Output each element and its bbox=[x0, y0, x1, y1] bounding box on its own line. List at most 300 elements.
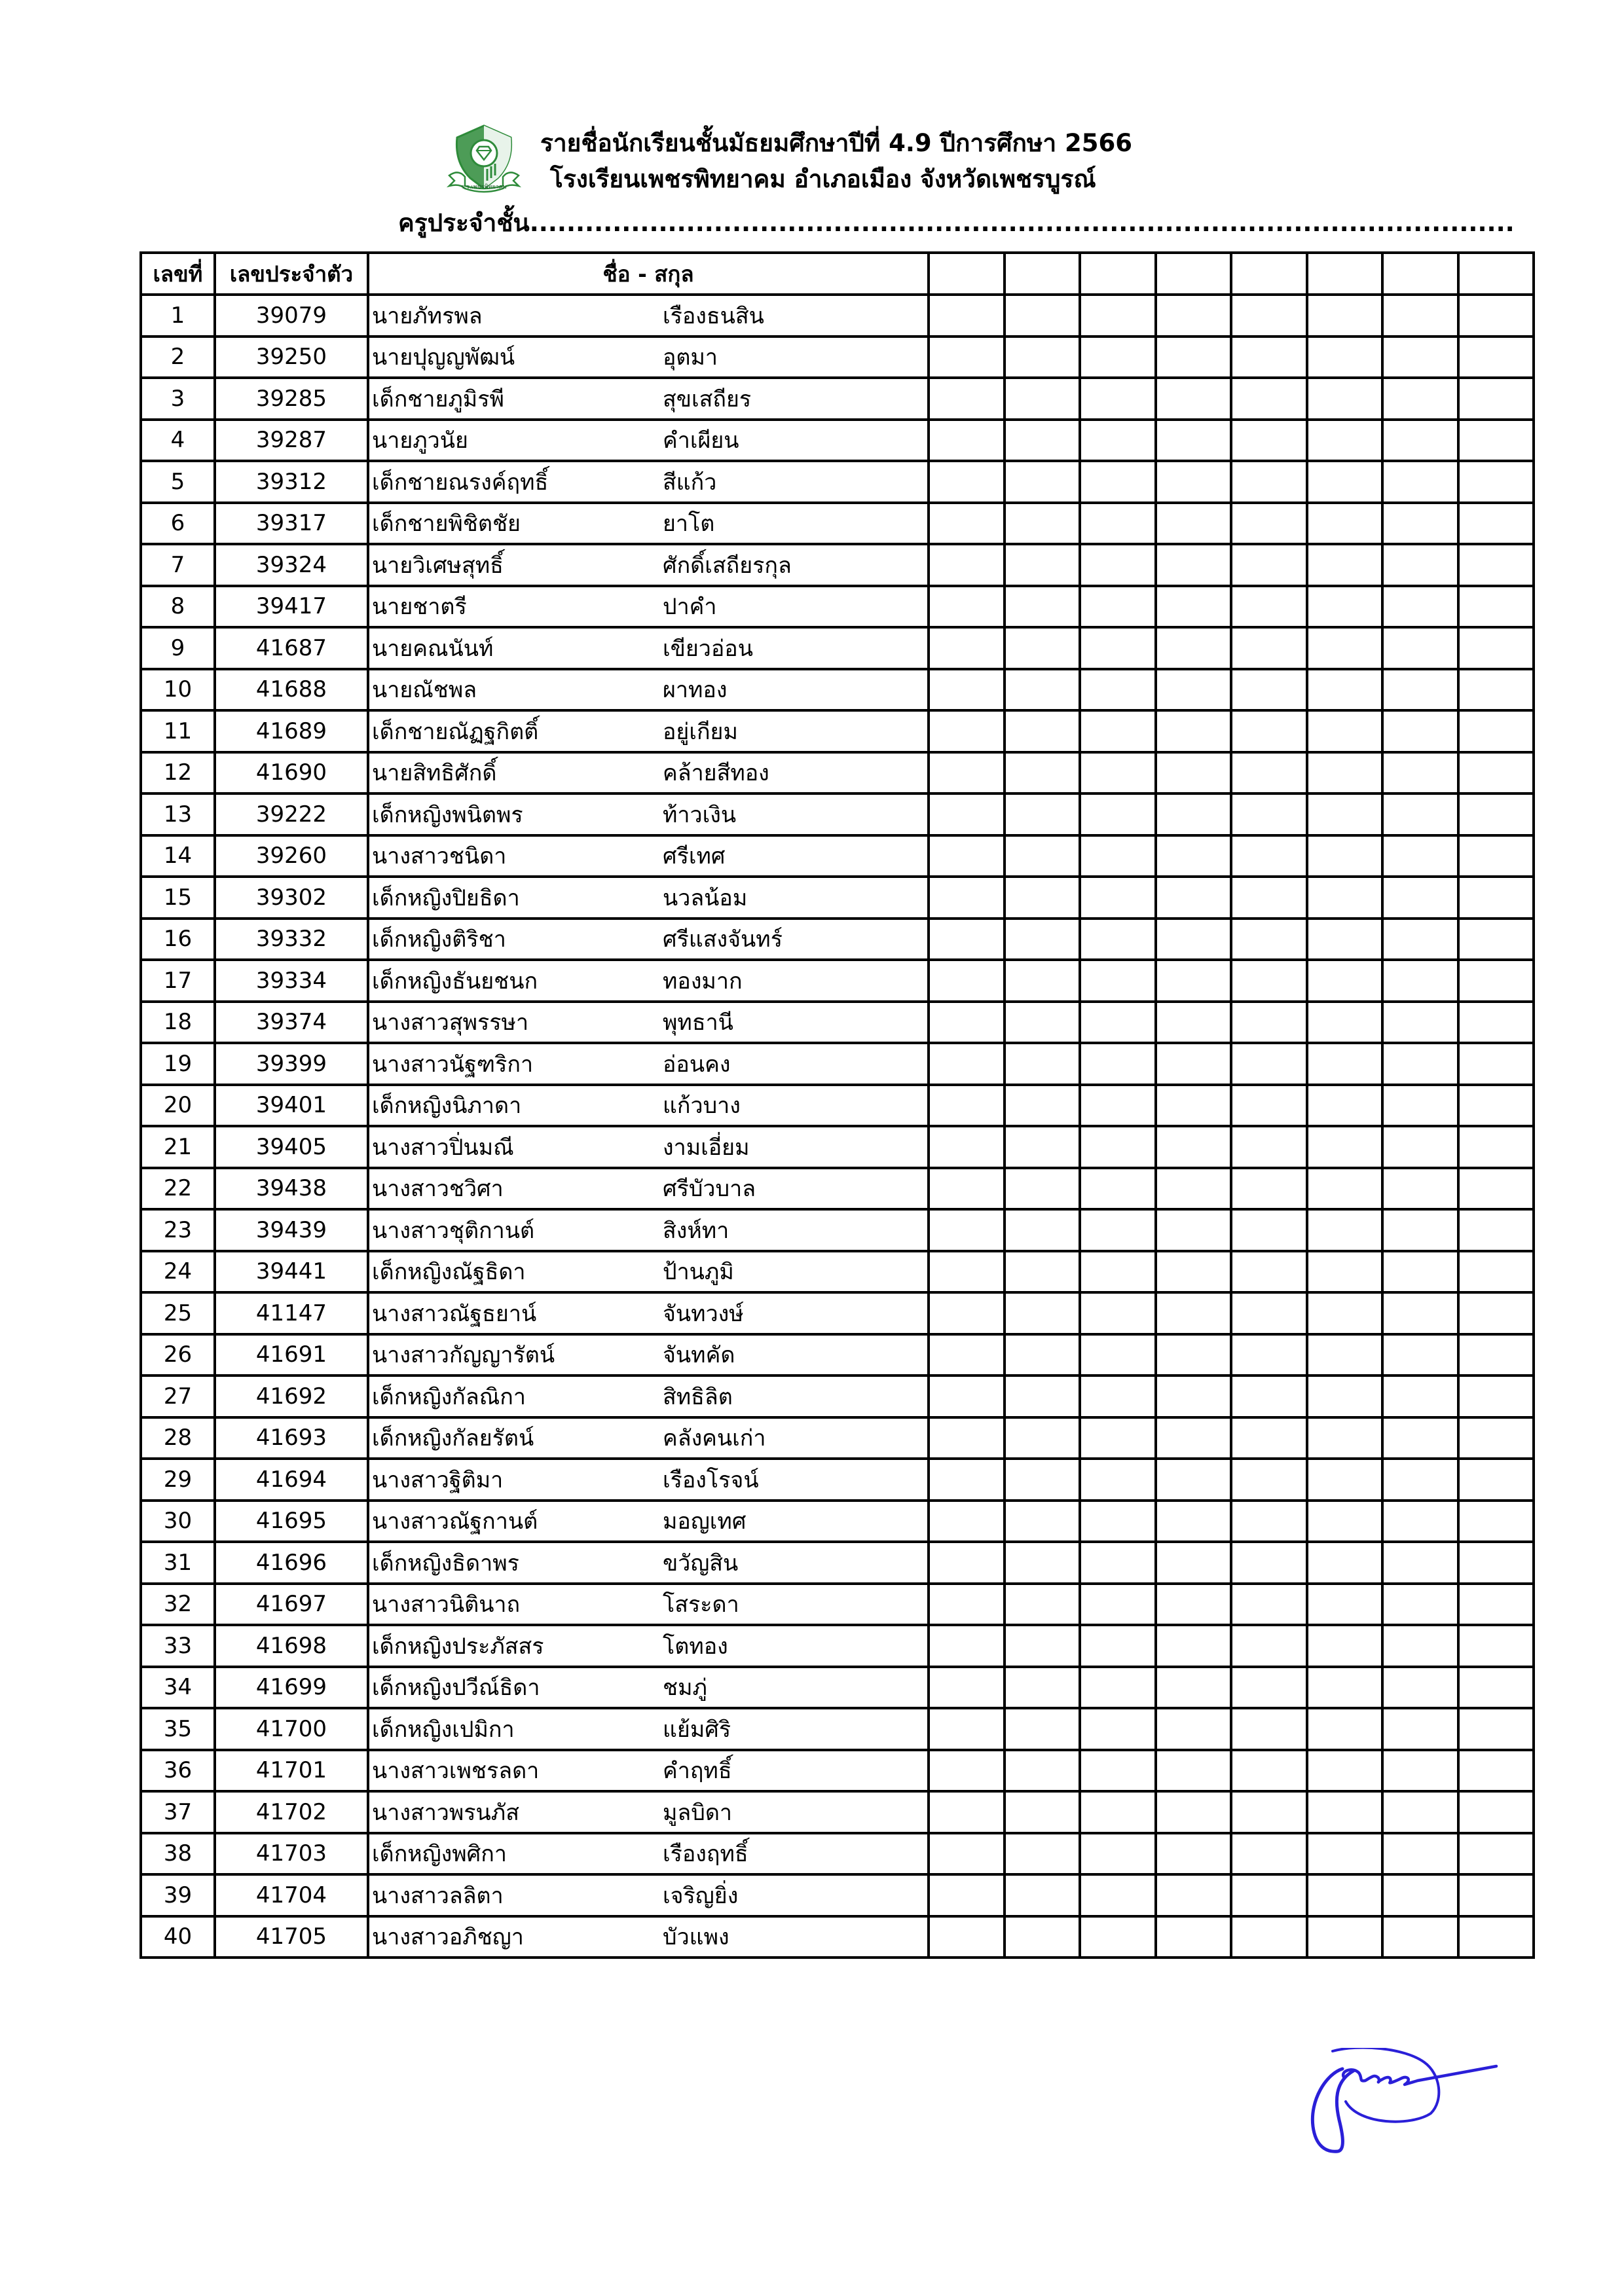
student-surname: สุขเสถียร bbox=[663, 386, 752, 412]
blank-check-cell bbox=[929, 378, 1005, 420]
blank-check-cell bbox=[1307, 1542, 1383, 1584]
row-number: 6 bbox=[141, 503, 215, 545]
blank-check-cell bbox=[1307, 1292, 1383, 1334]
student-given-name: นางสาวนิตินาถ bbox=[372, 1592, 521, 1618]
blank-check-cell bbox=[929, 1791, 1005, 1833]
student-given-name: นายปุญญพัฒน์ bbox=[372, 344, 515, 371]
blank-check-cell bbox=[1307, 1209, 1383, 1251]
blank-check-cell bbox=[1458, 919, 1534, 960]
blank-check-cell bbox=[1382, 1667, 1458, 1709]
blank-check-cell bbox=[1080, 793, 1156, 835]
student-id: 41692 bbox=[215, 1376, 368, 1417]
blank-check-cell bbox=[1156, 752, 1232, 794]
student-id: 39312 bbox=[215, 461, 368, 503]
blank-check-cell bbox=[1231, 586, 1307, 628]
row-number: 7 bbox=[141, 544, 215, 586]
blank-check-cell bbox=[1458, 1791, 1534, 1833]
blank-check-cell bbox=[1458, 1916, 1534, 1958]
blank-check-cell bbox=[1458, 669, 1534, 711]
blank-check-cell bbox=[929, 1874, 1005, 1916]
blank-check-cell bbox=[1382, 420, 1458, 462]
blank-check-cell bbox=[1307, 669, 1383, 711]
student-surname: สีแก้ว bbox=[663, 469, 717, 496]
table-row bbox=[141, 1501, 1534, 1542]
table-row bbox=[141, 461, 1534, 503]
student-given-name: นายสิทธิศักดิ์ bbox=[372, 760, 497, 787]
blank-check-cell bbox=[1382, 337, 1458, 378]
student-name-cell bbox=[368, 544, 929, 586]
blank-check-cell bbox=[929, 1667, 1005, 1709]
student-surname: พุทธานี bbox=[663, 1010, 733, 1036]
row-number: 25 bbox=[141, 1292, 215, 1334]
blank-check-cell bbox=[1458, 1168, 1534, 1210]
blank-check-cell bbox=[1231, 1501, 1307, 1542]
blank-check-cell bbox=[929, 1085, 1005, 1127]
student-id: 41698 bbox=[215, 1625, 368, 1667]
blank-check-cell bbox=[929, 420, 1005, 462]
student-name-cell bbox=[368, 1251, 929, 1293]
blank-check-cell bbox=[929, 1292, 1005, 1334]
row-number: 19 bbox=[141, 1043, 215, 1085]
blank-check-cell bbox=[1382, 793, 1458, 835]
blank-check-cell bbox=[1156, 1376, 1232, 1417]
student-surname: ศรีแสงจันทร์ bbox=[663, 926, 783, 953]
student-surname: โสระดา bbox=[663, 1592, 739, 1618]
blank-check-cell bbox=[929, 1126, 1005, 1168]
blank-check-cell bbox=[929, 1043, 1005, 1085]
student-given-name: นางสาวปิ่นมณี bbox=[372, 1134, 514, 1161]
blank-check-cell bbox=[1156, 1334, 1232, 1376]
student-surname: ท้าวเงิน bbox=[663, 801, 737, 828]
student-id: 39399 bbox=[215, 1043, 368, 1085]
student-given-name: นายคณนันท์ bbox=[372, 635, 494, 662]
table-row bbox=[141, 1459, 1534, 1501]
blank-check-cell bbox=[1080, 1916, 1156, 1958]
blank-check-cell bbox=[929, 627, 1005, 669]
blank-check-cell bbox=[1307, 586, 1383, 628]
student-name-cell bbox=[368, 1002, 929, 1044]
student-given-name: นางสาวลลิตา bbox=[372, 1882, 504, 1909]
student-name-cell bbox=[368, 1334, 929, 1376]
homeroom-teacher-blank: ........................................................................................................... bbox=[529, 209, 1515, 237]
blank-check-cell bbox=[1156, 1584, 1232, 1626]
blank-check-cell bbox=[1458, 1043, 1534, 1085]
blank-check-cell bbox=[1307, 1126, 1383, 1168]
student-id: 39324 bbox=[215, 544, 368, 586]
column-header-blank bbox=[1382, 253, 1458, 295]
blank-check-cell bbox=[1231, 1417, 1307, 1459]
blank-check-cell bbox=[1080, 877, 1156, 919]
blank-check-cell bbox=[1458, 586, 1534, 628]
row-number: 36 bbox=[141, 1750, 215, 1792]
student-surname: ป้านภูมิ bbox=[663, 1259, 734, 1286]
blank-check-cell bbox=[1307, 461, 1383, 503]
blank-check-cell bbox=[1080, 1459, 1156, 1501]
blank-check-cell bbox=[1307, 877, 1383, 919]
blank-check-cell bbox=[1156, 1501, 1232, 1542]
student-name-cell bbox=[368, 1085, 929, 1127]
row-number: 27 bbox=[141, 1376, 215, 1417]
table-row bbox=[141, 1126, 1534, 1168]
row-number: 22 bbox=[141, 1168, 215, 1210]
table-header-row bbox=[141, 253, 1534, 295]
blank-check-cell bbox=[1307, 1168, 1383, 1210]
row-number: 35 bbox=[141, 1708, 215, 1750]
student-surname: แก้วบาง bbox=[663, 1093, 741, 1120]
blank-check-cell bbox=[1156, 793, 1232, 835]
student-surname: เจริญยิ่ง bbox=[663, 1882, 739, 1909]
blank-check-cell bbox=[1307, 337, 1383, 378]
student-surname: ชมภู่ bbox=[663, 1675, 707, 1702]
student-surname: อุตมา bbox=[663, 344, 718, 371]
blank-check-cell bbox=[1382, 835, 1458, 877]
blank-check-cell bbox=[1156, 1043, 1232, 1085]
blank-check-cell bbox=[1080, 1750, 1156, 1792]
table-row bbox=[141, 1542, 1534, 1584]
table-row bbox=[141, 503, 1534, 545]
blank-check-cell bbox=[1080, 627, 1156, 669]
student-given-name: เด็กหญิงติริชา bbox=[372, 926, 506, 953]
student-given-name: นางสาวเพชรลดา bbox=[372, 1758, 540, 1785]
blank-check-cell bbox=[1382, 1292, 1458, 1334]
row-number: 40 bbox=[141, 1916, 215, 1958]
student-given-name: เด็กชายณรงค์ฤทธิ์ bbox=[372, 469, 549, 496]
blank-check-cell bbox=[1156, 1542, 1232, 1584]
blank-check-cell bbox=[1231, 960, 1307, 1002]
blank-check-cell bbox=[1231, 1542, 1307, 1584]
student-surname: บัวแพง bbox=[663, 1924, 729, 1951]
blank-check-cell bbox=[1005, 669, 1080, 711]
column-header-blank bbox=[1005, 253, 1080, 295]
document-title: รายชื่อนักเรียนชั้นมัธยมศึกษาปีที่ 4.9 ปีการศึกษา 2566 bbox=[540, 129, 1132, 157]
row-number: 2 bbox=[141, 337, 215, 378]
table-row bbox=[141, 1334, 1534, 1376]
blank-check-cell bbox=[1005, 1750, 1080, 1792]
table-row bbox=[141, 544, 1534, 586]
blank-check-cell bbox=[1005, 420, 1080, 462]
row-number: 23 bbox=[141, 1209, 215, 1251]
blank-check-cell bbox=[1005, 1542, 1080, 1584]
school-crest-icon bbox=[445, 123, 523, 195]
student-id: 41705 bbox=[215, 1916, 368, 1958]
blank-check-cell bbox=[929, 752, 1005, 794]
column-header-number: เลขที่ bbox=[141, 253, 215, 295]
student-name-cell bbox=[368, 1292, 929, 1334]
blank-check-cell bbox=[929, 295, 1005, 337]
blank-check-cell bbox=[1231, 1708, 1307, 1750]
blank-check-cell bbox=[1307, 835, 1383, 877]
blank-check-cell bbox=[1156, 1251, 1232, 1293]
blank-check-cell bbox=[1307, 1791, 1383, 1833]
row-number: 34 bbox=[141, 1667, 215, 1709]
blank-check-cell bbox=[1005, 960, 1080, 1002]
blank-check-cell bbox=[1080, 1667, 1156, 1709]
blank-check-cell bbox=[1382, 752, 1458, 794]
blank-check-cell bbox=[1458, 461, 1534, 503]
blank-check-cell bbox=[1156, 295, 1232, 337]
blank-check-cell bbox=[1231, 544, 1307, 586]
blank-check-cell bbox=[1005, 586, 1080, 628]
blank-check-cell bbox=[1005, 835, 1080, 877]
blank-check-cell bbox=[1005, 1916, 1080, 1958]
blank-check-cell bbox=[1156, 919, 1232, 960]
student-surname: จันทคัด bbox=[663, 1342, 735, 1369]
blank-check-cell bbox=[1382, 1625, 1458, 1667]
blank-check-cell bbox=[1231, 378, 1307, 420]
blank-check-cell bbox=[1382, 1043, 1458, 1085]
student-surname: ขวัญสิน bbox=[663, 1550, 739, 1576]
blank-check-cell bbox=[1382, 1376, 1458, 1417]
row-number: 20 bbox=[141, 1085, 215, 1127]
student-given-name: นายณัชพล bbox=[372, 677, 477, 704]
student-surname: คำฤทธิ์ bbox=[663, 1758, 732, 1785]
student-name-cell bbox=[368, 1043, 929, 1085]
table-row bbox=[141, 295, 1534, 337]
student-name-cell bbox=[368, 1459, 929, 1501]
blank-check-cell bbox=[1382, 586, 1458, 628]
blank-check-cell bbox=[1005, 1417, 1080, 1459]
blank-check-cell bbox=[1156, 960, 1232, 1002]
student-surname: มูลบิดา bbox=[663, 1799, 733, 1826]
blank-check-cell bbox=[1382, 669, 1458, 711]
student-id: 39438 bbox=[215, 1168, 368, 1210]
blank-check-cell bbox=[1080, 503, 1156, 545]
blank-check-cell bbox=[1080, 1376, 1156, 1417]
blank-check-cell bbox=[1231, 1126, 1307, 1168]
student-name-cell bbox=[368, 378, 929, 420]
blank-check-cell bbox=[1382, 1501, 1458, 1542]
student-name-cell bbox=[368, 295, 929, 337]
blank-check-cell bbox=[1080, 1209, 1156, 1251]
blank-check-cell bbox=[1458, 793, 1534, 835]
student-id: 41688 bbox=[215, 669, 368, 711]
table-row bbox=[141, 835, 1534, 877]
table-row bbox=[141, 1791, 1534, 1833]
blank-check-cell bbox=[1080, 1126, 1156, 1168]
student-name-cell bbox=[368, 1667, 929, 1709]
blank-check-cell bbox=[1005, 1126, 1080, 1168]
student-name-cell bbox=[368, 710, 929, 752]
student-name-cell bbox=[368, 1417, 929, 1459]
blank-check-cell bbox=[1080, 669, 1156, 711]
blank-check-cell bbox=[1005, 1168, 1080, 1210]
row-number: 16 bbox=[141, 919, 215, 960]
blank-check-cell bbox=[1156, 503, 1232, 545]
row-number: 21 bbox=[141, 1126, 215, 1168]
blank-check-cell bbox=[1382, 960, 1458, 1002]
homeroom-teacher-line bbox=[398, 211, 1515, 235]
blank-check-cell bbox=[1458, 1584, 1534, 1626]
blank-check-cell bbox=[1231, 503, 1307, 545]
handwritten-signature-icon bbox=[1306, 2048, 1509, 2159]
column-header-blank bbox=[1080, 253, 1156, 295]
blank-check-cell bbox=[1005, 1002, 1080, 1044]
blank-check-cell bbox=[929, 1459, 1005, 1501]
table-row bbox=[141, 1043, 1534, 1085]
student-name-cell bbox=[368, 627, 929, 669]
student-given-name: เด็กหญิงเปมิกา bbox=[372, 1716, 515, 1743]
student-id: 39405 bbox=[215, 1126, 368, 1168]
student-name-cell bbox=[368, 1791, 929, 1833]
blank-check-cell bbox=[1458, 1459, 1534, 1501]
student-given-name: นายวิเศษสุทธิ์ bbox=[372, 552, 504, 579]
blank-check-cell bbox=[1156, 1085, 1232, 1127]
student-name-cell bbox=[368, 503, 929, 545]
column-header-blank bbox=[1307, 253, 1383, 295]
blank-check-cell bbox=[1382, 1874, 1458, 1916]
blank-check-cell bbox=[1231, 420, 1307, 462]
table-row bbox=[141, 1251, 1534, 1293]
blank-check-cell bbox=[1307, 627, 1383, 669]
blank-check-cell bbox=[1231, 1916, 1307, 1958]
table-row bbox=[141, 586, 1534, 628]
student-id: 39417 bbox=[215, 586, 368, 628]
student-given-name: นางสาวสุพรรษา bbox=[372, 1010, 529, 1036]
table-row bbox=[141, 1085, 1534, 1127]
table-row bbox=[141, 1916, 1534, 1958]
blank-check-cell bbox=[1307, 1833, 1383, 1875]
blank-check-cell bbox=[1080, 1874, 1156, 1916]
blank-check-cell bbox=[1458, 752, 1534, 794]
blank-check-cell bbox=[1156, 1168, 1232, 1210]
table-row bbox=[141, 1750, 1534, 1792]
table-row bbox=[141, 752, 1534, 794]
blank-check-cell bbox=[1231, 1376, 1307, 1417]
blank-check-cell bbox=[1080, 960, 1156, 1002]
row-number: 32 bbox=[141, 1584, 215, 1626]
student-id: 41690 bbox=[215, 752, 368, 794]
blank-check-cell bbox=[1156, 669, 1232, 711]
row-number: 31 bbox=[141, 1542, 215, 1584]
student-id: 41694 bbox=[215, 1459, 368, 1501]
row-number: 14 bbox=[141, 835, 215, 877]
student-given-name: นางสาวชวิศา bbox=[372, 1176, 504, 1203]
blank-check-cell bbox=[929, 503, 1005, 545]
blank-check-cell bbox=[1382, 1002, 1458, 1044]
student-name-cell bbox=[368, 1916, 929, 1958]
blank-check-cell bbox=[1231, 835, 1307, 877]
student-surname: สิทธิลิต bbox=[663, 1383, 733, 1410]
column-header-blank bbox=[1156, 253, 1232, 295]
student-id: 41691 bbox=[215, 1334, 368, 1376]
blank-check-cell bbox=[929, 586, 1005, 628]
student-surname: คลังคนเก่า bbox=[663, 1425, 766, 1452]
student-given-name: เด็กหญิงธิดาพร bbox=[372, 1550, 519, 1576]
row-number: 12 bbox=[141, 752, 215, 794]
table-row bbox=[141, 337, 1534, 378]
blank-check-cell bbox=[929, 337, 1005, 378]
student-name-cell bbox=[368, 1833, 929, 1875]
blank-check-cell bbox=[1307, 793, 1383, 835]
student-name-cell bbox=[368, 877, 929, 919]
row-number: 10 bbox=[141, 669, 215, 711]
blank-check-cell bbox=[929, 1708, 1005, 1750]
blank-check-cell bbox=[1307, 1334, 1383, 1376]
student-given-name: นางสาวพรนภัส bbox=[372, 1799, 519, 1826]
blank-check-cell bbox=[1307, 1417, 1383, 1459]
blank-check-cell bbox=[1458, 1292, 1534, 1334]
student-given-name: เด็กชายพิชิตชัย bbox=[372, 511, 521, 538]
blank-check-cell bbox=[1231, 1625, 1307, 1667]
column-header-blank bbox=[929, 253, 1005, 295]
blank-check-cell bbox=[1382, 1168, 1458, 1210]
table-row bbox=[141, 1417, 1534, 1459]
table-row bbox=[141, 420, 1534, 462]
student-id: 39250 bbox=[215, 337, 368, 378]
blank-check-cell bbox=[1156, 1791, 1232, 1833]
blank-check-cell bbox=[1382, 1209, 1458, 1251]
blank-check-cell bbox=[1458, 1002, 1534, 1044]
blank-check-cell bbox=[1458, 1085, 1534, 1127]
student-surname: เรืองโรจน์ bbox=[663, 1467, 759, 1493]
blank-check-cell bbox=[1458, 877, 1534, 919]
student-id: 39222 bbox=[215, 793, 368, 835]
student-name-cell bbox=[368, 1168, 929, 1210]
blank-check-cell bbox=[929, 793, 1005, 835]
blank-check-cell bbox=[1231, 1833, 1307, 1875]
blank-check-cell bbox=[1382, 544, 1458, 586]
blank-check-cell bbox=[1005, 1251, 1080, 1293]
blank-check-cell bbox=[1080, 835, 1156, 877]
blank-check-cell bbox=[929, 1251, 1005, 1293]
blank-check-cell bbox=[1307, 1708, 1383, 1750]
student-given-name: เด็กหญิงณัฐธิดา bbox=[372, 1259, 526, 1286]
blank-check-cell bbox=[1458, 1542, 1534, 1584]
student-name-cell bbox=[368, 1376, 929, 1417]
student-id: 39287 bbox=[215, 420, 368, 462]
table-row bbox=[141, 1874, 1534, 1916]
student-surname: คำเผียน bbox=[663, 428, 739, 454]
student-id: 39079 bbox=[215, 295, 368, 337]
blank-check-cell bbox=[1231, 1791, 1307, 1833]
row-number: 17 bbox=[141, 960, 215, 1002]
blank-check-cell bbox=[1382, 461, 1458, 503]
blank-check-cell bbox=[1307, 1501, 1383, 1542]
student-name-cell bbox=[368, 669, 929, 711]
blank-check-cell bbox=[929, 1625, 1005, 1667]
blank-check-cell bbox=[1080, 420, 1156, 462]
student-id: 39401 bbox=[215, 1085, 368, 1127]
blank-check-cell bbox=[1080, 1833, 1156, 1875]
student-surname: งามเอี่ยม bbox=[663, 1134, 750, 1161]
blank-check-cell bbox=[1156, 378, 1232, 420]
table-row bbox=[141, 710, 1534, 752]
blank-check-cell bbox=[1231, 669, 1307, 711]
blank-check-cell bbox=[1307, 1376, 1383, 1417]
svg-text:ร.ร.เพชรพิทยาคม: ร.ร.เพชรพิทยาคม bbox=[461, 184, 507, 191]
blank-check-cell bbox=[1382, 503, 1458, 545]
student-name-cell bbox=[368, 919, 929, 960]
blank-check-cell bbox=[1080, 1292, 1156, 1334]
student-given-name: นางสาวกัญญารัตน์ bbox=[372, 1342, 555, 1369]
blank-check-cell bbox=[1382, 1708, 1458, 1750]
blank-check-cell bbox=[1307, 295, 1383, 337]
row-number: 15 bbox=[141, 877, 215, 919]
blank-check-cell bbox=[1156, 835, 1232, 877]
blank-check-cell bbox=[1156, 1708, 1232, 1750]
student-given-name: เด็กหญิงปิยธิดา bbox=[372, 884, 520, 911]
table-row bbox=[141, 877, 1534, 919]
student-id: 39260 bbox=[215, 835, 368, 877]
student-id: 41687 bbox=[215, 627, 368, 669]
blank-check-cell bbox=[929, 544, 1005, 586]
blank-check-cell bbox=[1005, 877, 1080, 919]
table-row bbox=[141, 1209, 1534, 1251]
blank-check-cell bbox=[1156, 1002, 1232, 1044]
blank-check-cell bbox=[1307, 1750, 1383, 1792]
blank-check-cell bbox=[1231, 793, 1307, 835]
blank-check-cell bbox=[1156, 1916, 1232, 1958]
